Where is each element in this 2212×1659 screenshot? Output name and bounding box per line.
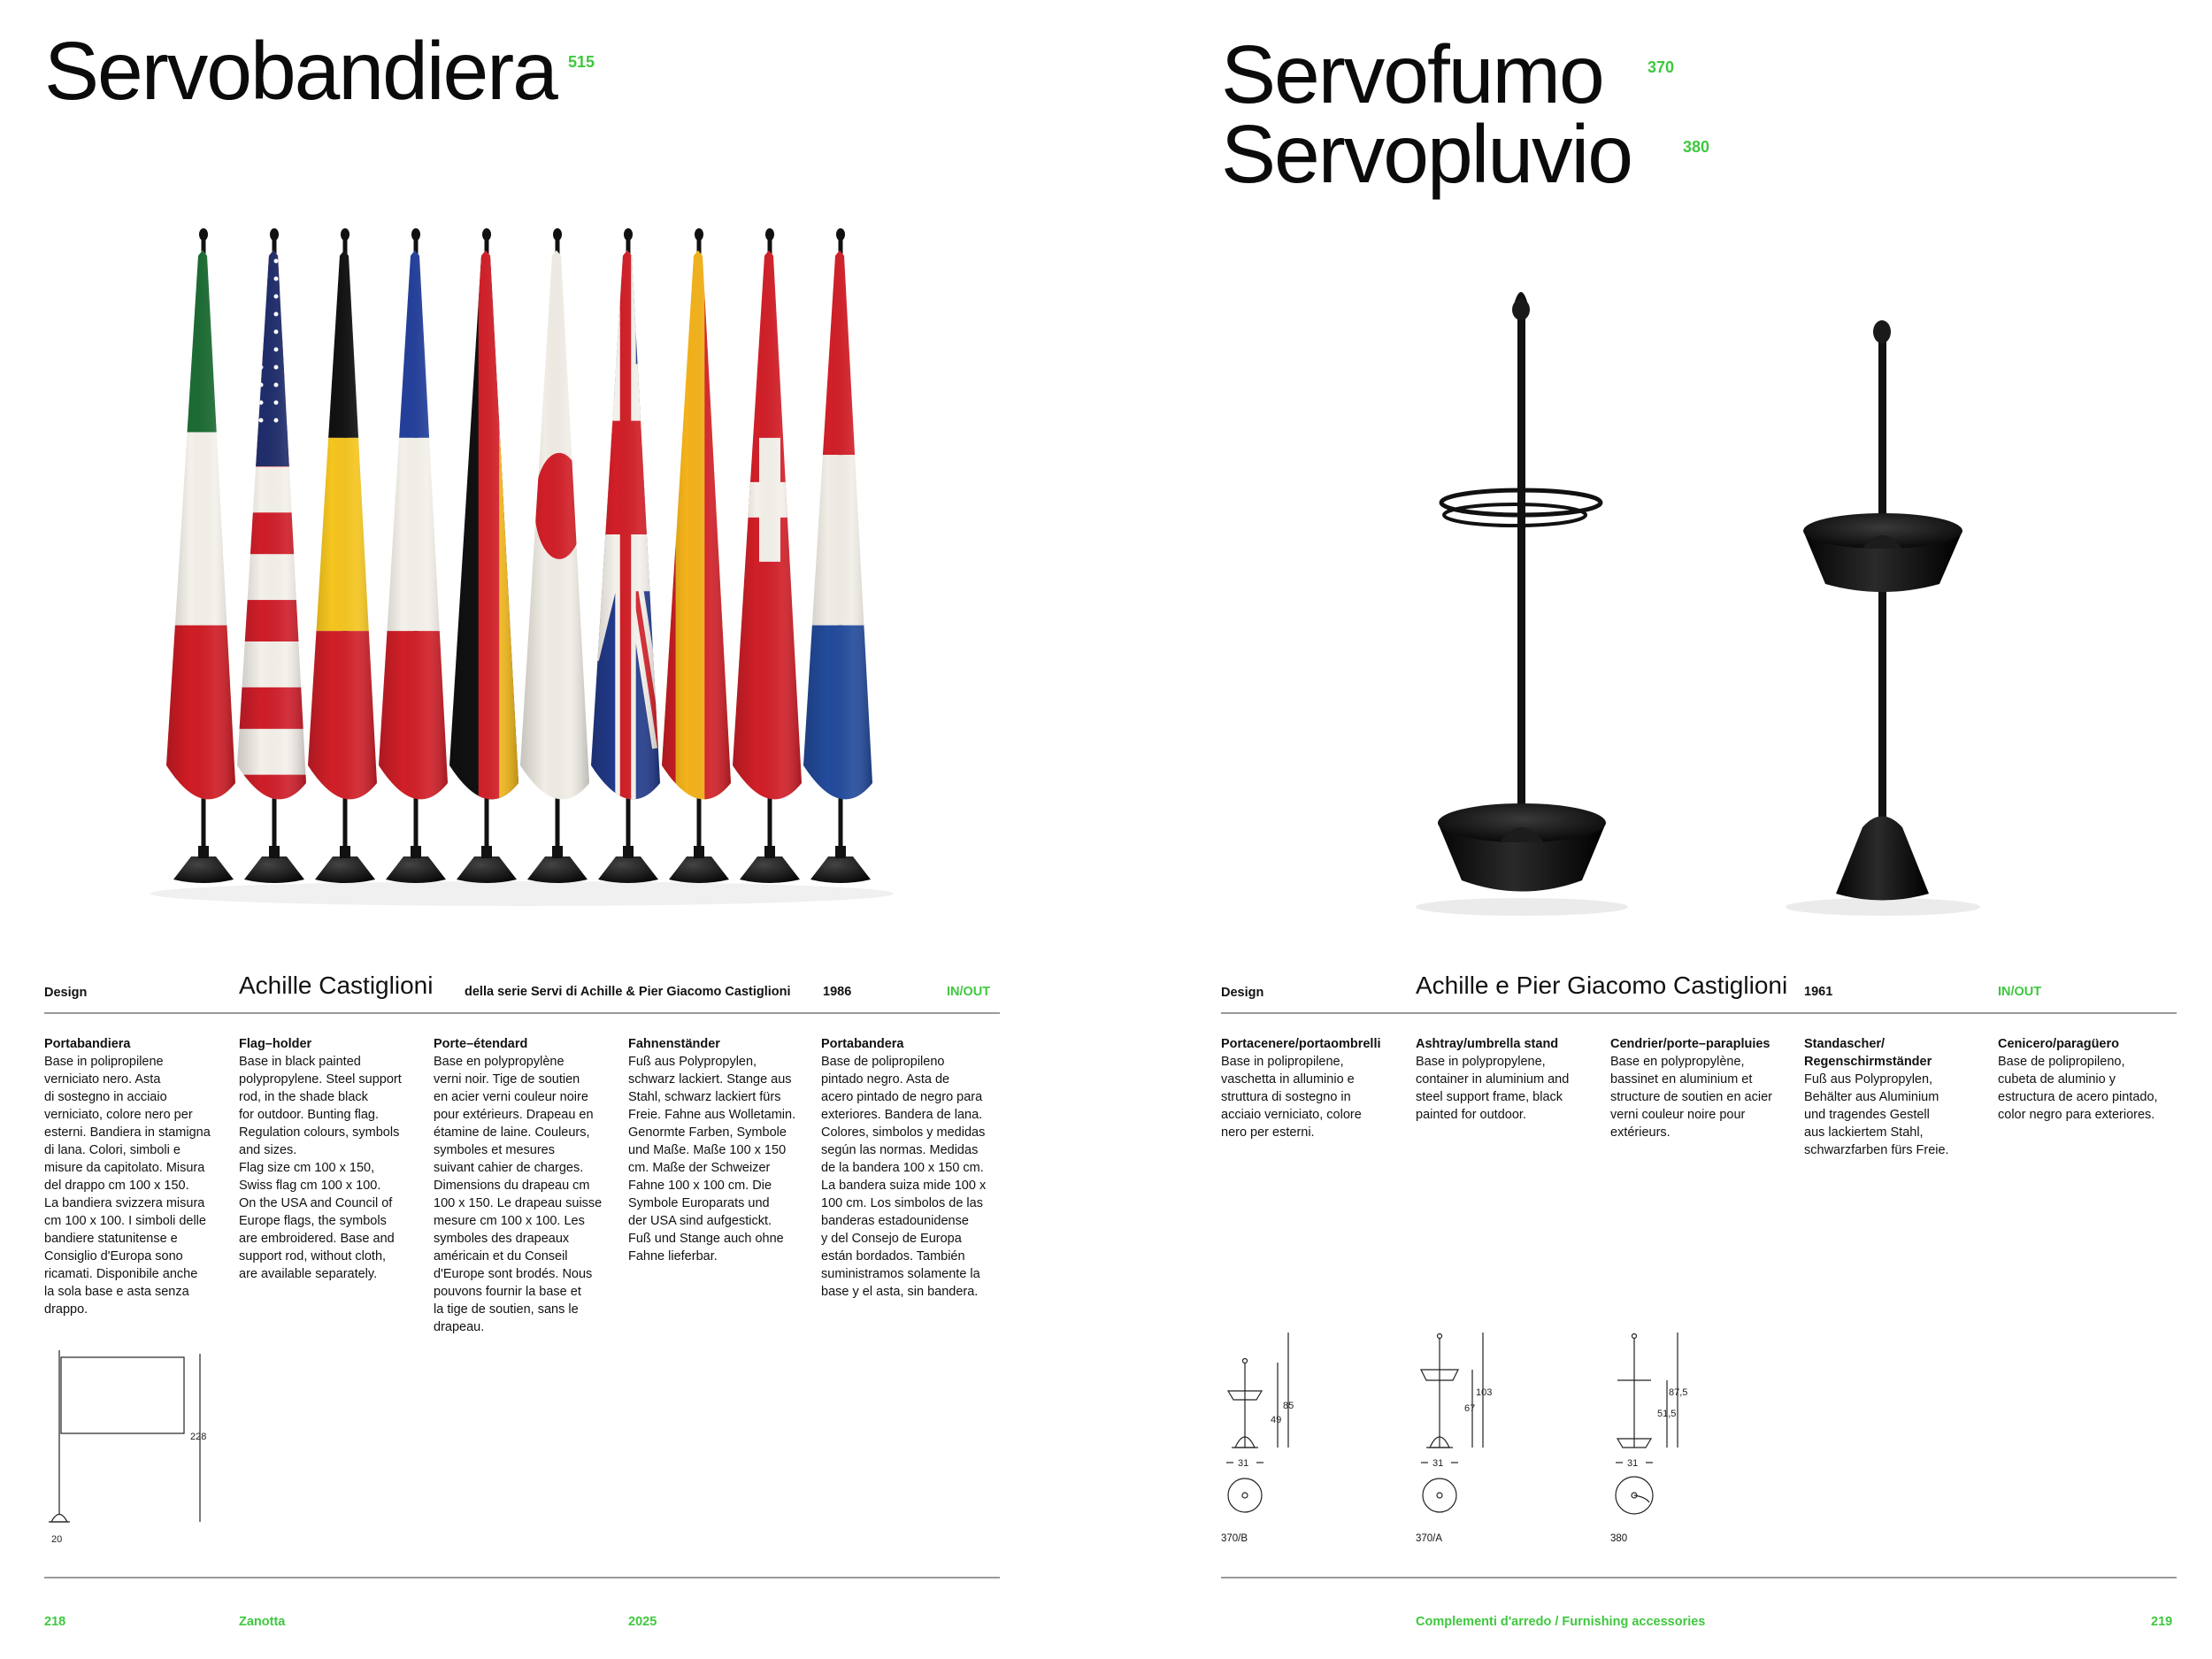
right-col-it xyxy=(1221,1035,1409,1141)
right-inout: IN/OUT xyxy=(1998,985,2042,999)
left-col-en-body: Base in black painted polypropylene. Steel support rod, in the shade black for outdoor. Bunting flag. Regulation colours, symbols and sizes. Flag size cm 100 x 150, Swiss flag cm 100 x 100. On the USA and Council of Europe flags, the symbols are embroidered. Base and support rod, without cloth, are available separately. xyxy=(239,1055,402,1281)
right-col-en xyxy=(1416,1035,1603,1124)
servopluvio-object xyxy=(1416,292,1628,916)
flag-stand-germany xyxy=(449,228,520,883)
left-product-code: 515 xyxy=(568,53,595,71)
right-col-de-body: Fuß aus Polypropylen, Behälter aus Aluminium und tragendes Gestell aus lackiertem Stahl, schwarzfarben fürs Freie. xyxy=(1804,1072,1949,1157)
left-footer-year: 2025 xyxy=(628,1615,657,1629)
flag-stand-netherlands xyxy=(803,228,872,883)
drawing-370b xyxy=(1221,1327,1327,1522)
drawing-380 xyxy=(1610,1327,1717,1522)
flag-stand-belgium xyxy=(308,228,377,883)
drawing-370a-total: 103 xyxy=(1476,1387,1493,1398)
right-col-de-heading: Standascher/ Regenschirmständer xyxy=(1804,1037,1932,1069)
drawing-380-mid: 51,5 xyxy=(1657,1409,1677,1419)
right-footer-divider xyxy=(1221,1577,2177,1578)
left-col-it-body: Base in polipropilene verniciato nero. Asta di sostegno in acciaio verniciato, colore nero per esterni. Bandiera in stamigna di lana. Colori, simboli e misure da capitolato. Misura del drappo cm 100 x 150. La bandiera svizzera misura cm 100 x 100. I simboli delle bandiere statunitense e Consiglio d'Europa sono ricamati. Disponibile anche la sola base e asta senza drappo. xyxy=(44,1055,211,1317)
left-col-en-heading: Flag–holder xyxy=(239,1037,312,1051)
left-col-it xyxy=(44,1035,232,1318)
drawing-370b-width: 31 xyxy=(1238,1458,1249,1469)
right-col-it-body: Base in polipropilene, vaschetta in alluminio e struttura di sostegno in acciaio verniciato, colore nero per esterni. xyxy=(1221,1055,1362,1140)
flag-stand-usa xyxy=(237,228,306,883)
right-divider xyxy=(1221,1012,2177,1014)
servo-photo xyxy=(1380,283,2000,920)
right-col-de xyxy=(1804,1035,1992,1159)
left-page-number: 218 xyxy=(44,1615,66,1629)
right-col-fr-body: Base en polypropylène, bassinet en aluminium et structure de soutien en acier verni couleur noire pour extérieurs. xyxy=(1610,1055,1772,1140)
flag-stand-japan xyxy=(520,228,589,883)
right-year: 1961 xyxy=(1804,985,1833,999)
right-title-line2: Servopluvio xyxy=(1221,108,1632,200)
left-col-de xyxy=(628,1035,816,1265)
right-col-fr-heading: Cendrier/porte–parapluies xyxy=(1610,1037,1770,1051)
right-col-es-body: Base de polipropileno, cubeta de aluminio y estructura de acero pintado, color negro para exteriores. xyxy=(1998,1055,2158,1122)
left-col-fr-body: Base en polypropylène verni noir. Tige de soutien en acier verni couleur noire pour extérieurs. Drapeau en étamine de laine. Couleurs, symboles et mesures suivant cahier de charges. Dimensions du drapeau cm 100 x 150. Le drapeau suisse mesure cm 100 x 100. Les symboles des drapeaux américain et du Conseil d'Europe sont brodés. Nous pouvons fournir la base et la tige de soutien, sans le drapeau. xyxy=(434,1055,603,1334)
right-code1: 370 xyxy=(1647,58,1675,76)
drawing-370a-mid: 67 xyxy=(1464,1403,1476,1414)
right-col-en-heading: Ashtray/umbrella stand xyxy=(1416,1037,1559,1051)
flag-holder-drawing xyxy=(44,1345,221,1548)
flags-photo xyxy=(133,217,911,911)
left-footer-divider xyxy=(44,1577,1000,1578)
right-title-line1: Servofumo xyxy=(1221,28,1603,120)
left-col-es-heading: Portabandera xyxy=(821,1037,904,1051)
servofumo-object xyxy=(1786,320,1980,916)
drawing-380-width: 31 xyxy=(1627,1458,1639,1469)
flag-stand-spain xyxy=(662,228,733,883)
right-col-es-heading: Cenicero/paragüero xyxy=(1998,1037,2119,1051)
drawing-370b-code: 370/B xyxy=(1221,1533,1248,1544)
right-designer-name: Achille e Pier Giacomo Castiglioni xyxy=(1416,972,1788,999)
right-col-it-heading: Portacenere/portaombrelli xyxy=(1221,1037,1381,1051)
drawing-370a xyxy=(1416,1327,1522,1522)
flag-stand-united-kingdom xyxy=(591,228,660,883)
left-year: 1986 xyxy=(823,985,852,999)
left-col-fr-heading: Porte–étendard xyxy=(434,1037,528,1051)
right-footer-section: Complementi d'arredo / Furnishing accessories xyxy=(1416,1615,1706,1629)
flag-stand-italy xyxy=(166,228,235,883)
left-series-note: della serie Servi di Achille & Pier Giacomo Castiglioni xyxy=(465,985,791,999)
right-code2: 380 xyxy=(1683,138,1710,156)
flag-stand-switzerland xyxy=(733,228,802,883)
left-col-en xyxy=(239,1035,426,1283)
drawing-380-code: 380 xyxy=(1610,1533,1628,1544)
drawing-370a-width: 31 xyxy=(1432,1458,1444,1469)
left-col-fr xyxy=(434,1035,621,1336)
right-design-label: Design xyxy=(1221,986,1264,1000)
right-col-es xyxy=(1998,1035,2179,1124)
left-col-it-heading: Portabandiera xyxy=(44,1037,131,1051)
right-col-fr xyxy=(1610,1035,1798,1141)
right-page-number: 219 xyxy=(2151,1615,2173,1629)
left-col-es xyxy=(821,1035,1009,1301)
flag-holder-height-label: 228 xyxy=(190,1432,207,1442)
left-design-label: Design xyxy=(44,986,88,1000)
left-page-title: Servobandiera xyxy=(44,25,557,117)
flag-holder-width-label: 20 xyxy=(51,1534,63,1545)
left-brand: Zanotta xyxy=(239,1615,286,1629)
drawing-370a-code: 370/A xyxy=(1416,1533,1443,1544)
left-inout: IN/OUT xyxy=(947,985,991,999)
left-divider xyxy=(44,1012,1000,1014)
left-col-es-body: Base de polipropileno pintado negro. Asta de acero pintado de negro para exteriores. Bandera de lana. Colores, simbolos y medidas según las normas. Medidas de la bandera 100 x 150 cm. La bandera suiza mide 100 x 100 cm. Los simbolos de las banderas estadounidense y del Consejo de Europa están bordados. También suministramos solamente la base y el asta, sin bandera. xyxy=(821,1055,987,1299)
right-col-en-body: Base in polypropylene, container in aluminium and steel support frame, black painted for outdoor. xyxy=(1416,1055,1570,1122)
left-designer-name: Achille Castiglioni xyxy=(239,972,434,999)
drawing-370b-total: 85 xyxy=(1283,1401,1294,1411)
left-col-de-heading: Fahnenständer xyxy=(628,1037,720,1051)
flag-stand-france xyxy=(379,228,448,883)
left-col-de-body: Fuß aus Polypropylen, schwarz lackiert. Stange aus Stahl, schwarz lackiert fürs Freie. Fahne aus Wolletamin. Genormte Farben, Symbole und Maße. Maße 100 x 150 cm. Maße der Schweizer Fahne 100 x 100 cm. Die Symbole Europarats und der USA sind aufgestickt. Fuß und Stange auch ohne Fahne lieferbar. xyxy=(628,1055,796,1263)
drawing-370b-mid: 49 xyxy=(1271,1415,1282,1425)
drawing-380-total: 87,5 xyxy=(1669,1387,1688,1398)
